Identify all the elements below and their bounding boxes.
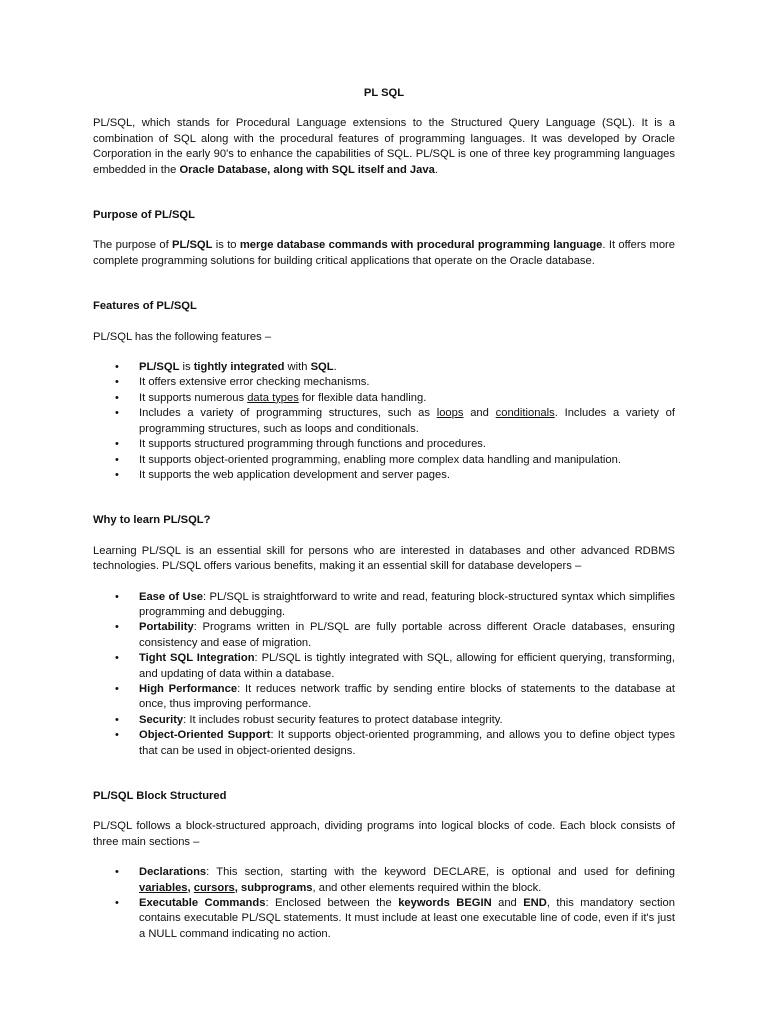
cursors-link[interactable]: cursors (193, 881, 235, 894)
list-item: • It offers extensive error checking mechanisms. (93, 375, 675, 390)
list-item (93, 651, 675, 682)
why-intro: Learning PL/SQL is an essential skill for persons who are interested in databases and other advanced RDBMS technologies. PL/SQL offers various benefits, making it an essential skill for database developers – (93, 544, 675, 573)
list-item: • It supports the web application development and server pages. (93, 468, 675, 483)
purpose-bold-1: PL/SQL (172, 239, 213, 252)
bold-text: subprograms (241, 881, 313, 894)
text: : It supports object-oriented programming, and allows you to define object types that can be used in object-oriented designs. (139, 729, 675, 757)
bold-text: Ease of Use (139, 590, 204, 603)
purpose-bold-2: merge database commands with procedural programming language (239, 239, 603, 252)
text: . Includes a variety of programming structures, such as loops and conditionals. (139, 407, 675, 435)
text: Includes a variety of programming structures, such as (139, 407, 437, 420)
purpose-paragraph (93, 238, 675, 269)
purpose-text-3: . It offers more complete programming solutions for building critical applications that operate on the Oracle database. (93, 239, 675, 267)
text: , this mandatory section contains executable PL/SQL statements. It must include at least one executable line of code, even if it's just a NULL command indicating no action. (139, 897, 675, 940)
list-item (93, 728, 675, 759)
intro-text-end: . (434, 163, 438, 176)
bold-text: Declarations (139, 866, 207, 879)
bold-text: SQL (310, 361, 334, 374)
list-item (93, 406, 675, 437)
variables-link[interactable]: variables (139, 881, 188, 894)
text: : This section, starting with the keyword DECLARE, is optional and used for defining (206, 866, 675, 879)
loops-link[interactable]: loops (436, 407, 464, 420)
conditionals-link[interactable]: conditionals (495, 407, 555, 420)
text: , and other elements required within the block. (312, 881, 542, 894)
intro-text: PL/SQL, which stands for Procedural Language extensions to the Structured Query Language (SQL). It is a combination of SQL along with the procedural features of programming languages. It was developed by Oracle Corporation in the early 90's to enhance the capabilities of SQL. PL/SQL is one of three key programming languages embedded in the (93, 117, 675, 176)
text: : Enclosed between the (265, 897, 399, 910)
bold-text: tightly integrated (193, 361, 285, 374)
list-item (93, 896, 675, 942)
bold-text: Tight SQL Integration (139, 652, 255, 665)
intro-paragraph (93, 116, 675, 178)
text: . (333, 361, 337, 374)
bold-text: Object-Oriented Support (139, 729, 271, 742)
list-item (93, 682, 675, 713)
why-list (93, 590, 675, 759)
list-item (93, 620, 675, 651)
purpose-text-2: is to (212, 239, 240, 252)
text: It supports numerous (139, 391, 248, 404)
data-types-link[interactable]: data types (247, 391, 299, 404)
text: with (284, 361, 311, 374)
intro-bold: Oracle Database, along with SQL itself and Java (179, 163, 435, 176)
text: : It reduces network traffic by sending entire blocks of statements to the database at once, thus improving performance. (139, 682, 675, 711)
text: for flexible data handling. (298, 391, 427, 404)
features-intro: PL/SQL has the following features – (93, 330, 272, 343)
list-item (93, 360, 675, 375)
text: is (179, 361, 194, 374)
block-intro: PL/SQL follows a block-structured approach, dividing programs into logical blocks of code. Each block consists of three main sections – (93, 820, 675, 848)
bold-text: High Performance (139, 682, 238, 695)
list-item (93, 713, 675, 728)
text: : PL/SQL is tightly integrated with SQL, allowing for efficient querying, transforming, and updating of data within a database. (139, 652, 675, 680)
features-list (93, 360, 675, 483)
block-list (93, 865, 675, 942)
list-item (93, 590, 675, 621)
bold-text: Portability (139, 621, 194, 634)
purpose-text-1: The purpose of (93, 239, 173, 252)
document-title: PL SQL (363, 87, 405, 99)
text: : Programs written in PL/SQL are fully portable across different Oracle databases, ensuring consistency and ease of migration. (139, 621, 675, 649)
list-item: • It supports object-oriented programming, enabling more complex data handling and manipulation. (93, 453, 675, 468)
purpose-heading: Purpose of PL/SQL (93, 209, 195, 222)
bold-text: Executable Commands (139, 897, 266, 910)
list-item (93, 391, 675, 406)
document-page (93, 86, 675, 942)
block-heading: PL/SQL Block Structured (93, 790, 227, 802)
separator: , (234, 881, 241, 894)
bold-text: Security (139, 713, 184, 726)
bold-text: keywords BEGIN (398, 897, 492, 910)
separator: , (187, 881, 194, 894)
list-item: • It supports structured programming through functions and procedures. (93, 437, 675, 452)
bold-text: END (523, 897, 547, 910)
text: : It includes robust security features to protect database integrity. (183, 713, 503, 726)
text: : PL/SQL is straightforward to write and read, featuring block-structured syntax which simplifies programming and debugging. (139, 590, 675, 618)
text: and (491, 897, 524, 910)
list-item (93, 865, 675, 896)
bold-text: PL/SQL (139, 361, 180, 374)
text: and (463, 407, 496, 420)
why-heading: Why to learn PL/SQL? (93, 514, 211, 527)
features-heading: Features of PL/SQL (93, 300, 197, 313)
